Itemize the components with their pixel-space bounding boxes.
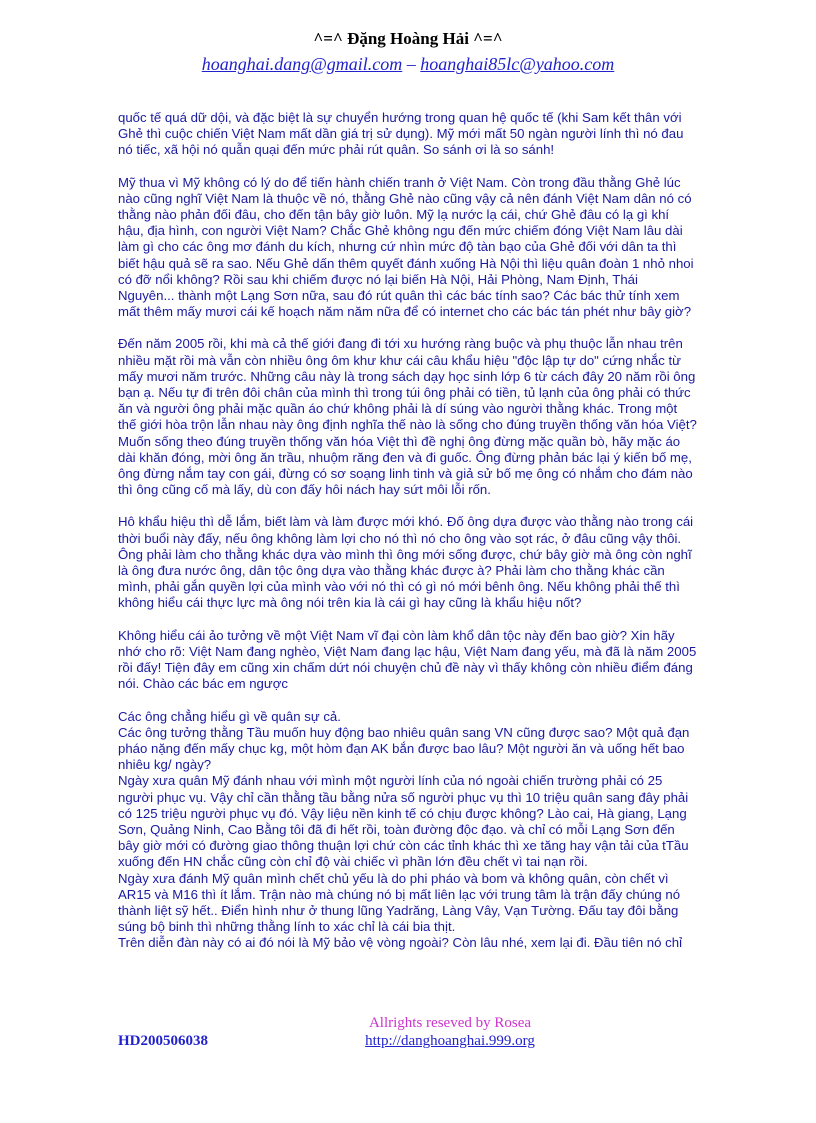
email-link-yahoo[interactable]: hoanghai85lc@yahoo.com [420,54,615,74]
article-body [118,110,698,952]
rights-notice: Allrights reseved by Rosea [368,1015,532,1031]
paragraph: Trên diễn đàn này có ai đó nói là Mỹ bảo vệ vòng ngoài? Còn lâu nhé, xem lại đi. Đầu tiên nó chỉ [118,935,682,951]
author-title: ^=^ Đặng Hoàng Hải ^=^ [313,29,503,48]
paragraph: Không hiểu cái ảo tưởng về một Việt Nam vĩ đại còn làm khổ dân tộc này đến bao giờ? Xin hãy nhớ cho rõ: Việt Nam đang nghèo, Việt Nam đang lạc hậu, Việt Nam đang yếu, mà đã là năm 2005 rồi đấy! Tiện đây em cũng xin chấm dứt nói chuyện chủ đề này vì thấy không còn nhiều điểm đáng nói. Chào các bác em ngược [118,627,697,692]
author-emails [0,52,816,76]
paragraph: quốc tế quá dữ dội, và đặc biệt là sự chuyển hướng trong quan hệ quốc tế (khi Sam kết thân với Ghẻ thì cuộc chiến Việt Nam mất dần giá trị sử dụng). Mỹ mới mất 50 ngàn người lính thì nó đau nó tiếc, xã hội nó quẫn quại đến mức phải rút quân. So sánh ơi là so sánh! [118,110,684,158]
paragraph: Ngày xưa đánh Mỹ quân mình chết chủ yếu là do phi pháo và bom và không quân, còn chết vì AR15 và M16 thì ít lắm. Trận nào mà chúng nó bị mất liên lạc với trung tâm là trận đấy chúng nó thành liệt sỹ hết.. Điển hình như ở thung lũng Yadrăng, Làng Vây, Vạn Tường. Đấu tay đôi bằng súng bộ binh thì những thằng lính to xác chỉ là cái bia thịt. [118,870,681,935]
email-link-gmail[interactable]: hoanghai.dang@gmail.com [201,54,403,74]
email-separator: – [402,54,421,74]
paragraph: Đến năm 2005 rồi, khi mà cả thế giới đang đi tới xu hướng ràng buộc và phụ thuộc lẫn nhau trên nhiều mặt rồi mà vẫn còn nhiều ông ôm khư khư cái câu khẩu hiệu "độc lập tự do" cứng nhắc từ mấy mươi năm trước. Những câu này là trong sách dạy học sinh lớp 6 từ cách đây 20 năm rồi ông bạn ạ. Nếu tự đi trên đôi chân của mình thì trong túi ông phải có tiền, tủ lạnh của ông phải có thức ăn và người ông phải mặc quần áo chứ không phải là dí súng vào người thằng khác. Trong một thế giới hòa trộn lẫn nhau này ông định nghĩa thế nào là sống cho đúng truyền thống văn hóa Việt? Muốn sống theo đúng truyền thống văn hóa Việt thì đề nghị ông đừng mặc quần bò, hãy mặc áo dài khăn đóng, mời ông ăn trầu, nhuộm răng đen và đi guốc. Ông đừng phản bác lại ý kiến bố mẹ, ông đừng nắm tay con gái, đừng có sơ soạng linh tinh và giả sử bố mẹ ông có nhắm cho đám nào thì ông cũng cố mà lấy, dù con đấy hôi nách hay sứt môi lỗi rốn. [118,336,697,498]
document-code: HD200506038 [118,1033,208,1049]
website-link[interactable]: http://danghoanghai.999.org [365,1033,535,1049]
paragraph: Các ông chẳng hiểu gì về quân sự cả. [118,708,341,724]
paragraph: Mỹ thua vì Mỹ không có lý do để tiến hành chiến tranh ở Việt Nam. Còn trong đầu thằng Ghẻ lúc nào cũng nghĩ Việt Nam là thuộc về nó, thằng Ghẻ nào cũng vậy cả nên đánh Việt Nam dân nó có thằng nào phản đối đâu, cho đến tận bây giờ luôn. Mỹ lạ nước lạ cái, chứ Ghẻ đâu có lạ gì khí hậu, địa hình, con người Việt Nam? Chắc Ghẻ không ngu đến mức chiếm đóng Việt Nam lâu dài làm gì cho các ông mơ đánh du kích, nhưng cứ nhìn mức độ tàn bạo của Ghẻ đối với dân ta thì biết hậu quả sẽ ra sao. Nếu Ghẻ dấn thêm quyết đánh xuống Hà Nội thì liệu quân đoàn 1 nhỏ nhoi có đỡ nổi không? Rồi sau khi chiếm được nó lại biến Hà Nội, Hải Phòng, Nam Định, Thái Nguyên... thành một Lạng Sơn nữa, sau đó rút quân thì các bác tính sao? Các bác thử tính xem mất thêm mấy mươi cái kế hoạch năm năm nữa để có internet cho các bác tán phét như bây giờ? [118,174,694,320]
page-footer [0,1015,816,1055]
paragraph: Hô khẩu hiệu thì dễ lắm, biết làm và làm được mới khó. Đố ông dựa được vào thằng nào trong cái thời buổi này đấy, nếu ông không làm lợi cho nó thì nó cho ông vào sọt rác, ở đâu cũng vậy thôi. Ông phải làm cho thằng khác dựa vào mình thì ông mới sống được, chứ bây giờ mà ông còn nghĩ là ông đưa nước ông, dân tộc ông dựa vào thằng khác được à? Phải làm cho thằng khác cần mình, phải gắn quyền lợi của mình vào với nó thì có gì nó mới bênh ông. Nếu không phải thế thì không hiểu cái thực lực mà ông nói trên kia là cái gì hay cũng là khẩu hiệu nốt? [118,514,694,611]
paragraph: Ngày xưa quân Mỹ đánh nhau với mình một người lính của nó ngoài chiến trường phải có 25 người phục vụ. Vậy chỉ cần thằng tầu bằng nửa số người phục vụ thì 10 triệu quân sang đây phải có 125 triệu người phục vụ đó. Vậy liệu nền kinh tế có chịu được không? Lào cai, Hà giang, Lạng Sơn, Quảng Ninh, Cao Bằng tôi đã đi hết rồi, toàn đường độc đạo. và chỉ có mỗi Lạng Sơn đến bây giờ mới có đường giao thông thuận lợi chứ còn các tỉnh khác thì xe tăng hay vận tải của tTầu xuống đến HN chắc cũng còn chỉ độ vài chiếc vì phần lớn đều chết vì tai nạn rồi. [118,773,689,870]
page-header [0,28,816,76]
paragraph: Các ông tưởng thằng Tầu muốn huy động bao nhiêu quân sang VN cũng được sao? Một quả đạn pháo nặng đến mấy chục kg, một hòm đạn AK bắn được bao lâu? Một người ăn và uống hết bao nhiêu kg/ ngày? [118,724,690,773]
